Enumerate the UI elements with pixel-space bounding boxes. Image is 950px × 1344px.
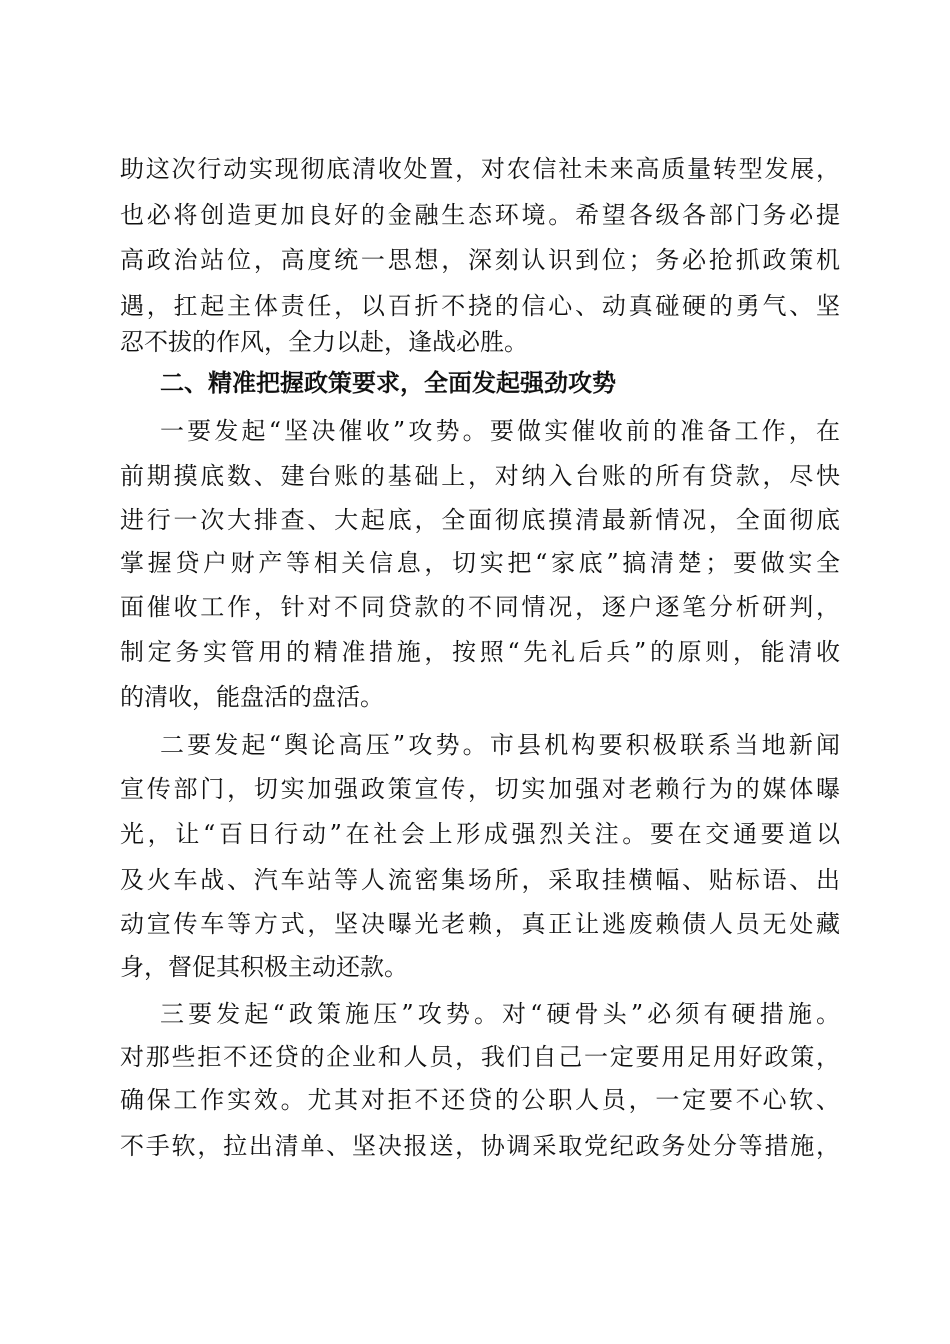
paragraph-1-line-2: 也必将创造更加良好的金融生态环境。希望各级各部门务必提 — [120, 201, 840, 229]
paragraph-3-line-2: 宣传部门，切实加强政策宣传，切实加强对老赖行为的媒体曝 — [120, 775, 840, 803]
paragraph-3-line-3: 光，让“百日行动”在社会上形成强烈关注。要在交通要道以 — [120, 820, 840, 848]
section-heading: 二、精准把握政策要求，全面发起强劲攻势 — [160, 369, 616, 397]
paragraph-3-line-5: 动宣传车等方式，坚决曝光老赖，真正让逃废赖债人员无处藏 — [120, 910, 840, 938]
paragraph-2-line-4: 掌握贷户财产等相关信息，切实把“家底”搞清楚；要做实全 — [120, 549, 840, 577]
paragraph-2-line-7: 的清收，能盘活的盘活。 — [120, 683, 384, 711]
paragraph-4-line-2: 对那些拒不还贷的企业和人员，我们自己一定要用足用好政策， — [120, 1043, 840, 1071]
paragraph-1-line-3: 高政治站位，高度统一思想，深刻认识到位；务必抢抓政策机 — [120, 246, 840, 274]
paragraph-2-line-5: 面催收工作，针对不同贷款的不同情况，逐户逐笔分析研判， — [120, 593, 840, 621]
paragraph-4-line-4: 不手软，拉出清单、坚决报送，协调采取党纪政务处分等措施， — [120, 1132, 840, 1160]
paragraph-2-line-2: 前期摸底数、建台账的基础上，对纳入台账的所有贷款，尽快 — [120, 462, 840, 490]
paragraph-3-line-1: 二要发起“舆论高压”攻势。市县机构要积极联系当地新闻 — [160, 731, 840, 759]
paragraph-3-line-4: 及火车战、汽车站等人流密集场所，采取挂横幅、贴标语、出 — [120, 866, 840, 894]
paragraph-4-line-1: 三要发起“政策施压”攻势。对“硬骨头”必须有硬措施。 — [160, 1000, 840, 1028]
paragraph-1-line-5: 忍不拔的作风，全力以赴，逢战必胜。 — [120, 328, 528, 356]
paragraph-1-line-1: 助这次行动实现彻底清收处置，对农信社未来高质量转型发展， — [120, 155, 840, 183]
paragraph-3-line-6: 身，督促其积极主动还款。 — [120, 953, 408, 981]
paragraph-4-line-3: 确保工作实效。尤其对拒不还贷的公职人员，一定要不心软、 — [120, 1086, 840, 1114]
paragraph-1-line-4: 遇，扛起主体责任，以百折不挠的信心、动真碰硬的勇气、坚 — [120, 292, 840, 320]
paragraph-2-line-3: 进行一次大排查、大起底，全面彻底摸清最新情况，全面彻底 — [120, 506, 840, 534]
paragraph-2-line-1: 一要发起“坚决催收”攻势。要做实催收前的准备工作，在 — [160, 417, 840, 445]
paragraph-2-line-6: 制定务实管用的精准措施，按照“先礼后兵”的原则，能清收 — [120, 638, 840, 666]
